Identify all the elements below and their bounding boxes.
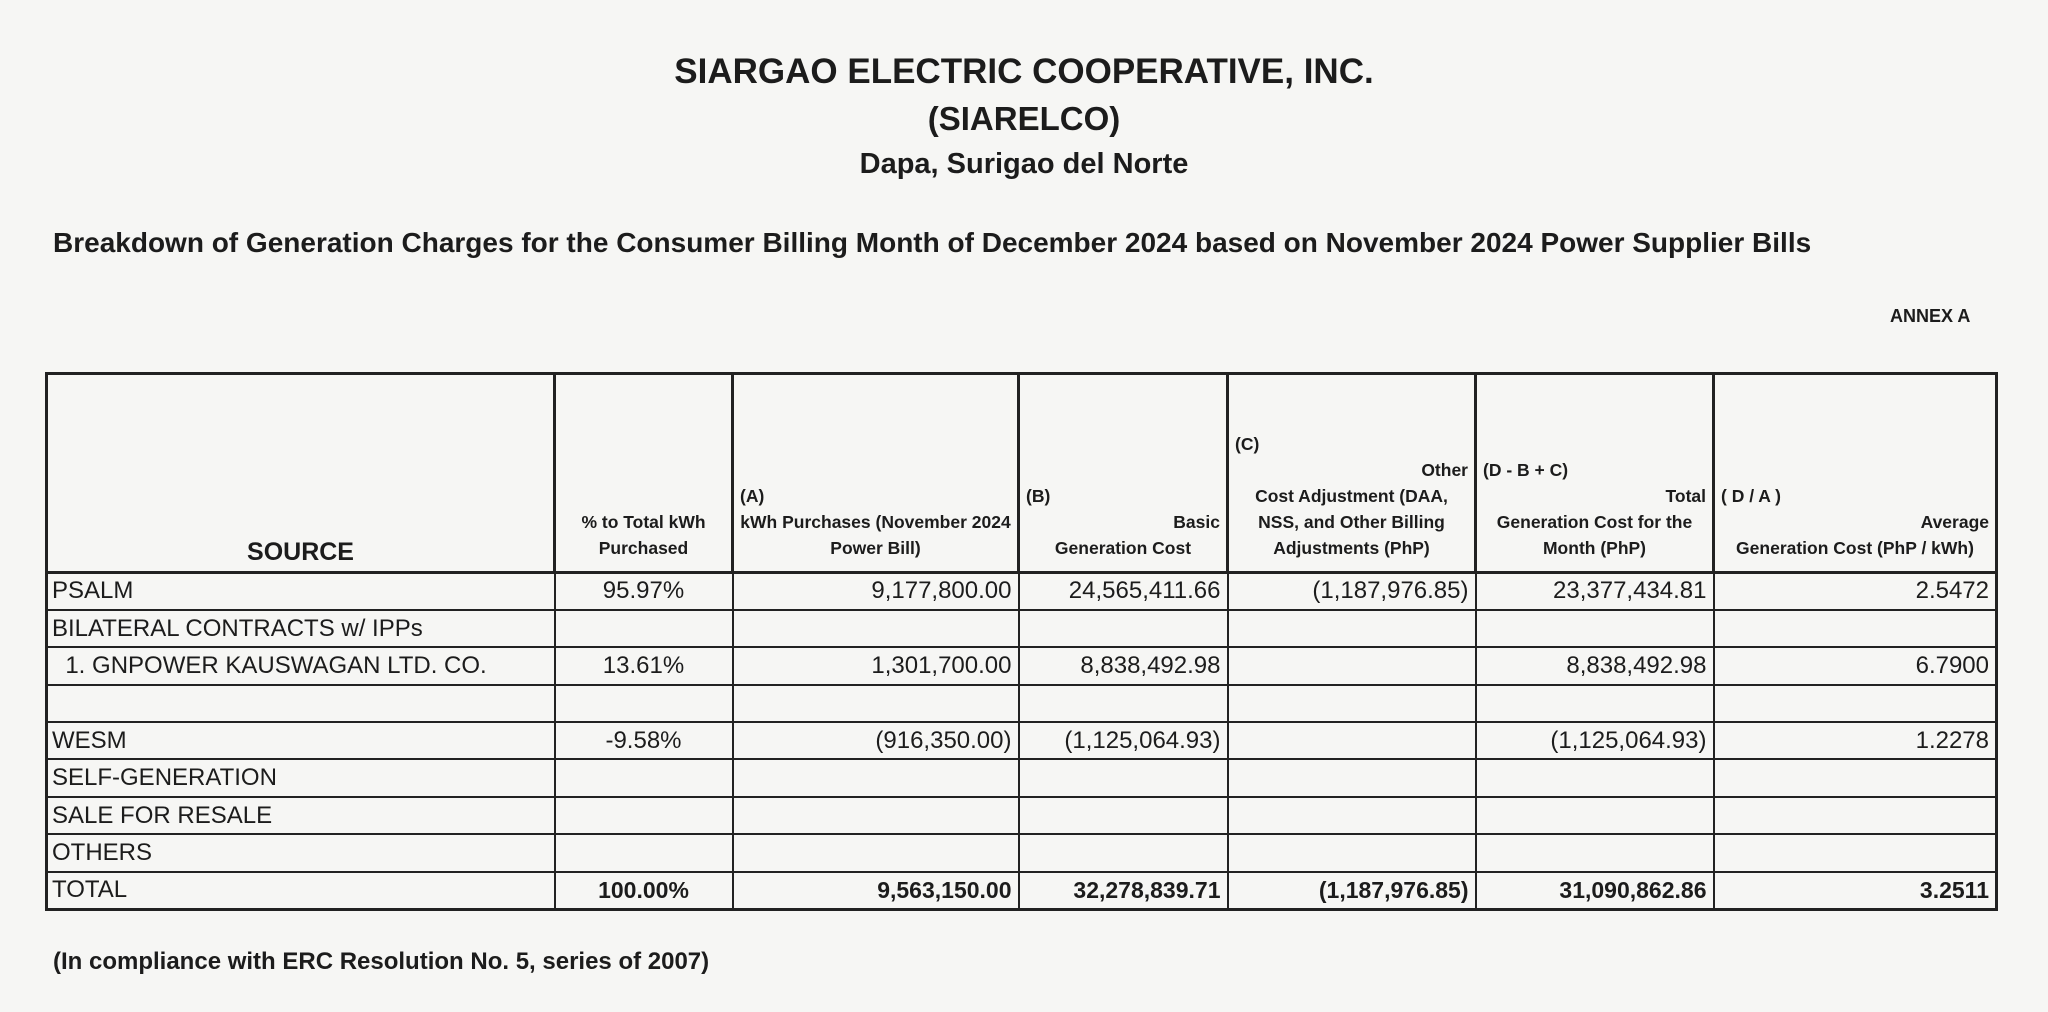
column-description: % to Total kWh Purchased xyxy=(581,512,706,558)
total-row xyxy=(47,872,1997,909)
table-row xyxy=(47,722,1997,759)
value-cell: (1,187,976.85) xyxy=(1228,872,1476,909)
value-cell xyxy=(1476,797,1714,834)
value-cell xyxy=(1476,610,1714,647)
table-row xyxy=(47,647,1997,684)
value-cell xyxy=(1476,685,1714,722)
table-row xyxy=(47,834,1997,871)
column-description: Cost Adjustment (DAA, NSS, and Other Billing Adjustments (PhP) xyxy=(1255,486,1448,558)
column-header-3 xyxy=(1019,374,1228,573)
value-cell xyxy=(1228,647,1476,684)
value-cell xyxy=(555,834,733,871)
value-cell: 95.97% xyxy=(555,573,733,610)
source-cell: PSALM xyxy=(47,573,555,610)
value-cell: 1,301,700.00 xyxy=(733,647,1019,684)
value-cell: (916,350.00) xyxy=(733,722,1019,759)
report-title: Breakdown of Generation Charges for the Consumer Billing Month of December 2024 based on November 2024 Power Supplier Bills xyxy=(53,227,1812,258)
value-cell xyxy=(1228,685,1476,722)
value-cell: 6.7900 xyxy=(1714,647,1997,684)
value-cell xyxy=(1476,759,1714,796)
value-cell: 13.61% xyxy=(555,647,733,684)
column-description: Generation Cost (PhP / kWh) xyxy=(1736,538,1974,558)
value-cell xyxy=(1228,834,1476,871)
value-cell: (1,125,064.93) xyxy=(1476,722,1714,759)
column-title: Total xyxy=(1665,486,1706,506)
value-cell: 9,177,800.00 xyxy=(733,573,1019,610)
value-cell xyxy=(1228,797,1476,834)
column-description: kWh Purchases (November 2024 Power Bill) xyxy=(740,512,1011,558)
column-code: ( D / A ) xyxy=(1721,486,1781,506)
table-row xyxy=(47,610,1997,647)
column-code: (B) xyxy=(1026,486,1051,506)
column-code: (C) xyxy=(1235,434,1260,454)
table-row xyxy=(47,797,1997,834)
value-cell xyxy=(1019,759,1228,796)
value-cell: 23,377,434.81 xyxy=(1476,573,1714,610)
table-row xyxy=(47,573,1997,610)
value-cell xyxy=(1228,610,1476,647)
value-cell: (1,187,976.85) xyxy=(1228,573,1476,610)
value-cell: 31,090,862.86 xyxy=(1476,872,1714,909)
org-location: Dapa, Surigao del Norte xyxy=(859,148,1189,180)
value-cell: 3.2511 xyxy=(1714,872,1997,909)
column-header-5 xyxy=(1476,374,1714,573)
value-cell xyxy=(1019,834,1228,871)
value-cell xyxy=(1714,797,1997,834)
column-header-1 xyxy=(555,374,733,573)
value-cell: 9,563,150.00 xyxy=(733,872,1019,909)
value-cell xyxy=(555,610,733,647)
column-header-4 xyxy=(1228,374,1476,573)
value-cell: 8,838,492.98 xyxy=(1476,647,1714,684)
column-code: (D - B + C) xyxy=(1483,460,1569,480)
value-cell xyxy=(1714,759,1997,796)
annex-label: ANNEX A xyxy=(1890,306,1971,326)
source-cell: BILATERAL CONTRACTS w/ IPPs xyxy=(47,610,555,647)
table-body xyxy=(47,573,1997,910)
value-cell: 100.00% xyxy=(555,872,733,909)
value-cell xyxy=(733,759,1019,796)
value-cell: 8,838,492.98 xyxy=(1019,647,1228,684)
source-cell xyxy=(47,685,555,722)
value-cell xyxy=(1714,834,1997,871)
value-cell xyxy=(733,610,1019,647)
value-cell xyxy=(733,834,1019,871)
value-cell xyxy=(733,685,1019,722)
generation-charges-table-container xyxy=(45,372,1995,910)
column-title: Average xyxy=(1920,512,1989,532)
footnote: (In compliance with ERC Resolution No. 5, series of 2007) xyxy=(53,948,710,975)
value-cell: -9.58% xyxy=(555,722,733,759)
org-name: SIARGAO ELECTRIC COOPERATIVE, INC. xyxy=(674,52,1374,91)
value-cell xyxy=(555,759,733,796)
source-cell: TOTAL xyxy=(47,872,555,909)
column-code: (A) xyxy=(740,486,765,506)
value-cell xyxy=(1019,797,1228,834)
column-description: SOURCE xyxy=(247,538,354,566)
source-cell: 1. GNPOWER KAUSWAGAN LTD. CO. xyxy=(47,647,555,684)
header-row xyxy=(47,374,1997,573)
generation-charges-table xyxy=(45,372,1998,911)
column-title: Other xyxy=(1421,460,1468,480)
value-cell xyxy=(555,685,733,722)
source-cell: SELF-GENERATION xyxy=(47,759,555,796)
table-row xyxy=(47,685,1997,722)
column-title: Basic xyxy=(1173,512,1220,532)
source-cell: WESM xyxy=(47,722,555,759)
value-cell: (1,125,064.93) xyxy=(1019,722,1228,759)
value-cell xyxy=(1228,722,1476,759)
value-cell xyxy=(1019,610,1228,647)
value-cell: 1.2278 xyxy=(1714,722,1997,759)
value-cell: 32,278,839.71 xyxy=(1019,872,1228,909)
value-cell xyxy=(555,797,733,834)
column-description: Generation Cost xyxy=(1054,538,1192,558)
table-row xyxy=(47,759,1997,796)
column-header-6 xyxy=(1714,374,1997,573)
source-cell: OTHERS xyxy=(47,834,555,871)
column-header-0 xyxy=(47,374,555,573)
column-header-2 xyxy=(733,374,1019,573)
value-cell: 24,565,411.66 xyxy=(1019,573,1228,610)
value-cell xyxy=(733,797,1019,834)
value-cell xyxy=(1714,685,1997,722)
value-cell: 2.5472 xyxy=(1714,573,1997,610)
value-cell xyxy=(1228,759,1476,796)
value-cell xyxy=(1714,610,1997,647)
value-cell xyxy=(1019,685,1228,722)
column-description: Generation Cost for the Month (PhP) xyxy=(1496,512,1693,558)
table-header xyxy=(47,374,1997,573)
value-cell xyxy=(1476,834,1714,871)
source-cell: SALE FOR RESALE xyxy=(47,797,555,834)
org-abbreviation: (SIARELCO) xyxy=(927,100,1121,137)
